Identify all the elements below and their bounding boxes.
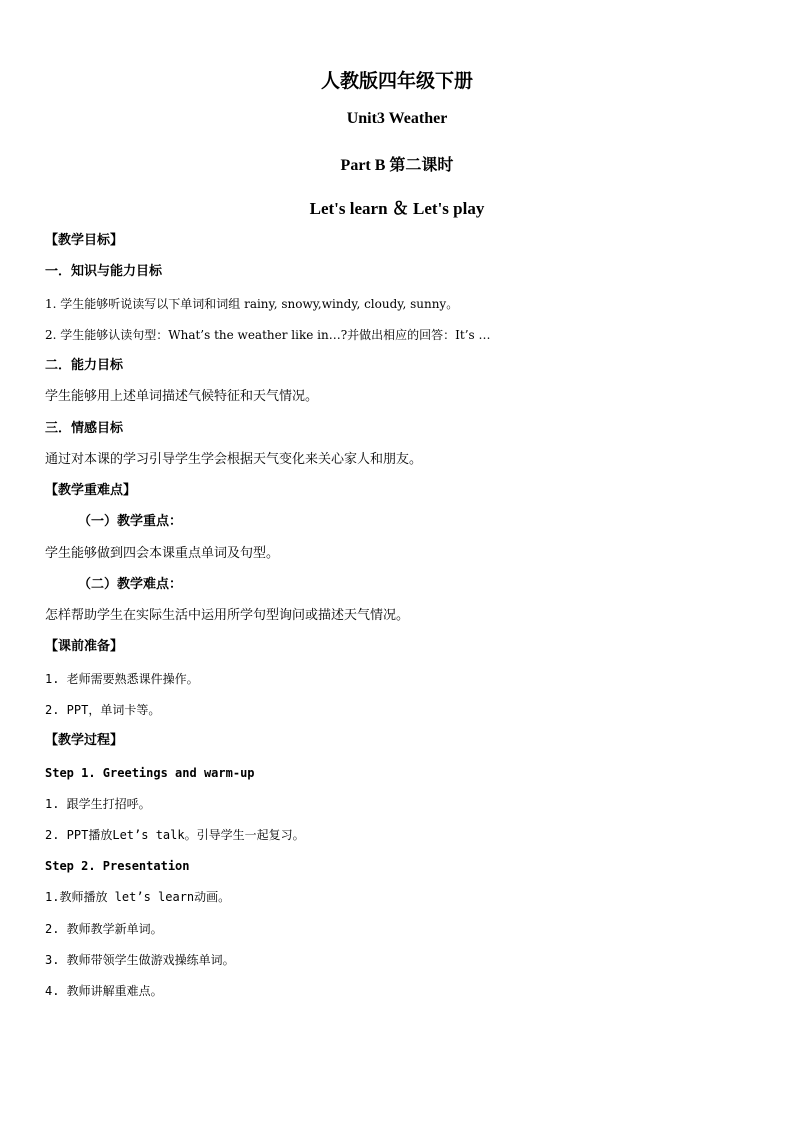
difficulty-text: 怎样帮助学生在实际生活中运用所学句型询问或描述天气情况。 [45,608,410,623]
step2-item-1: 1.教师播放 let’s learn动画。 [45,890,231,904]
ability-text: 学生能够用上述单词描述气候特征和天气情况。 [45,389,319,404]
preparation-item-1: 1. 老师需要熟悉课件操作。 [45,672,199,686]
step2-heading: Step 2. Presentation [45,859,190,873]
preparation-item-2: 2. PPT，单词卡等。 [45,703,161,717]
knowledge-item-1: 1. 学生能够听说读写以下单词和词组 rainy, snowy,windy, cloudy, sunny。 [45,297,459,311]
focus-heading: （一）教学重点： [78,514,183,529]
keypoints-heading: 【教学重难点】 [45,483,137,498]
step2-item-3: 3. 教师带领学生做游戏操练单词。 [45,953,235,967]
emotion-text: 通过对本课的学习引导学生学会根据天气变化来关心家人和朋友。 [45,452,423,467]
focus-text: 学生能够做到四会本课重点单词及句型。 [45,546,280,561]
preparation-heading: 【课前准备】 [45,639,124,654]
emotion-heading: 三．情感目标 [45,421,124,436]
knowledge-item-2: 2. 学生能够认读句型：What’s the weather like in…?并做出相应的回答：It’s … [45,328,491,342]
step2-item-2: 2. 教师教学新单词。 [45,922,163,936]
objectives-heading: 【教学目标】 [45,233,124,248]
lesson-title: Let's learn ＆ Let's play [309,199,485,218]
step1-heading: Step 1. Greetings and warm-up [45,766,255,780]
part-title: Part B 第二课时 [340,157,454,174]
difficulty-heading: （二）教学难点： [78,577,183,592]
process-heading: 【教学过程】 [45,733,124,748]
step2-item-4: 4. 教师讲解重难点。 [45,984,163,998]
document-title: 人教版四年级下册 [320,70,473,92]
knowledge-heading: 一．知识与能力目标 [45,264,163,279]
unit-title: Unit3 Weather [346,110,448,127]
ability-heading: 二．能力目标 [45,358,124,373]
step1-item-1: 1. 跟学生打招呼。 [45,797,151,811]
step1-item-2: 2. PPT播放Let’s talk。引导学生一起复习。 [45,828,305,842]
